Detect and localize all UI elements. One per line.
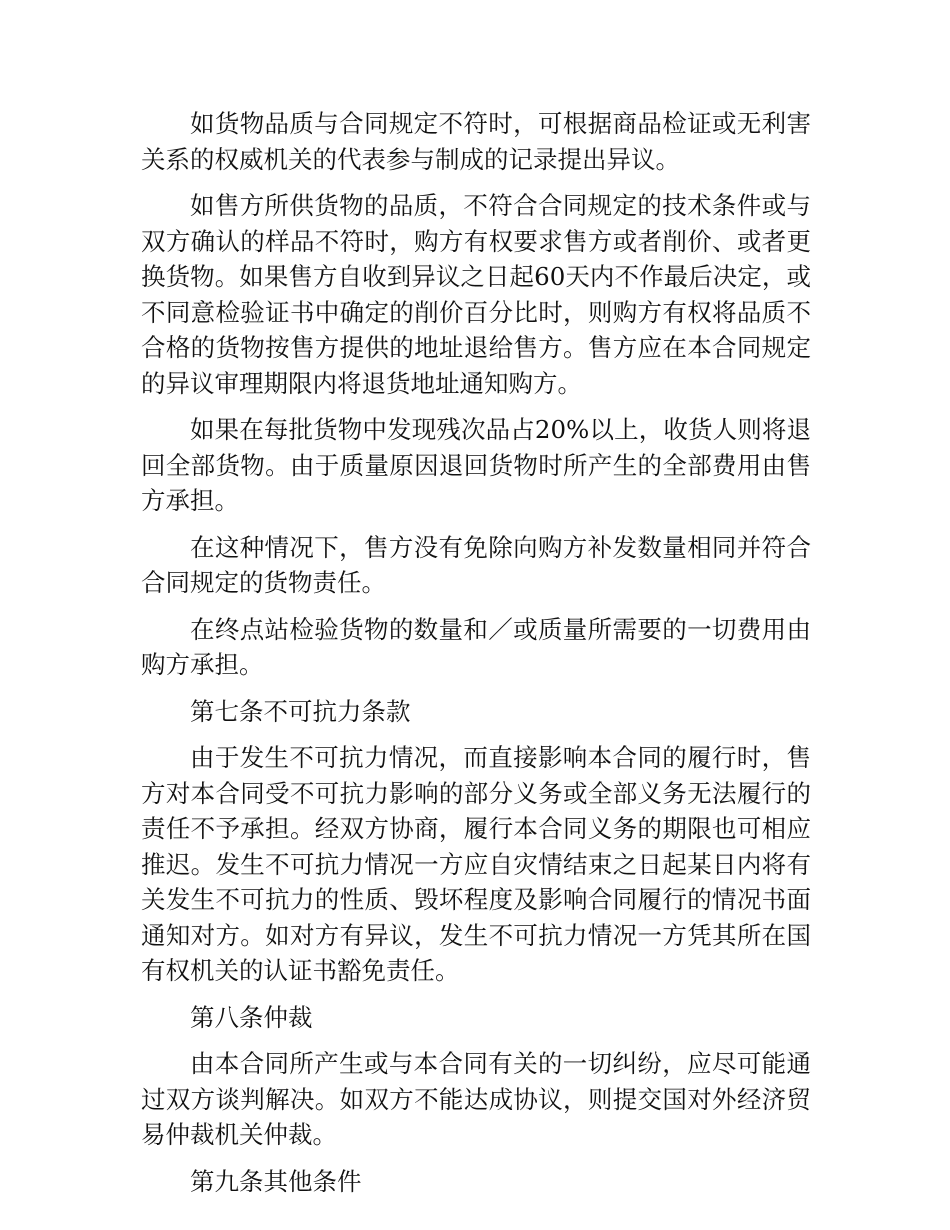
- paragraph-force-majeure: 由于发生不可抗力情况，而直接影响本合同的履行时，售方对本合同受不可抗力影响的部分义务或全部义务无法履行的责任不予承担。经双方协商，履行本合同义务的期限也可相应推迟。发生不可抗力情况一方应自灾情结束之日起某日内将有关发生不可抗力的性质、毁坏程度及影响合同履行的情况书面通知对方。如对方有异议，发生不可抗力情况一方凭其所在国有权机关的认证书豁免责任。: [141, 743, 811, 985]
- paragraph-replacement-duty: 在这种情况下，售方没有免除向购方补发数量相同并符合合同规定的货物责任。: [141, 532, 811, 597]
- article-9-heading: 第九条其他条件: [190, 1166, 362, 1196]
- document-body: [141, 106, 811, 1210]
- paragraph-quality-objection: 如货物品质与合同规定不符时，可根据商品检证或无利害关系的权威机关的代表参与制成的记录提出异议。: [141, 109, 811, 174]
- article-8-heading: 第八条仲裁: [190, 1002, 313, 1032]
- paragraph-defective-goods: 如果在每批货物中发现残次品占20%以上，收货人则将退回全部货物。由于质量原因退回货物时所产生的全部费用由售方承担。: [141, 415, 811, 515]
- paragraph-arbitration: 由本合同所产生或与本合同有关的一切纠纷，应尽可能通过双方谈判解决。如双方不能达成协议，则提交国对外经济贸易仲裁机关仲裁。: [141, 1049, 811, 1149]
- paragraph-inspection-costs: 在终点站检验货物的数量和／或质量所需要的一切费用由购方承担。: [141, 614, 811, 679]
- paragraph-quality-nonconformity: 如售方所供货物的品质，不符合合同规定的技术条件或与双方确认的样品不符时，购方有权要求售方或者削价、或者更换货物。如果售方自收到异议之日起60天内不作最后决定，或不同意检验证书中确定的削价百分比时，则购方有权将品质不合格的货物按售方提供的地址退给售方。售方应在本合同规定的异议审理期限内将退货地址通知购方。: [141, 191, 811, 398]
- article-7-heading: 第七条不可抗力条款: [190, 696, 411, 726]
